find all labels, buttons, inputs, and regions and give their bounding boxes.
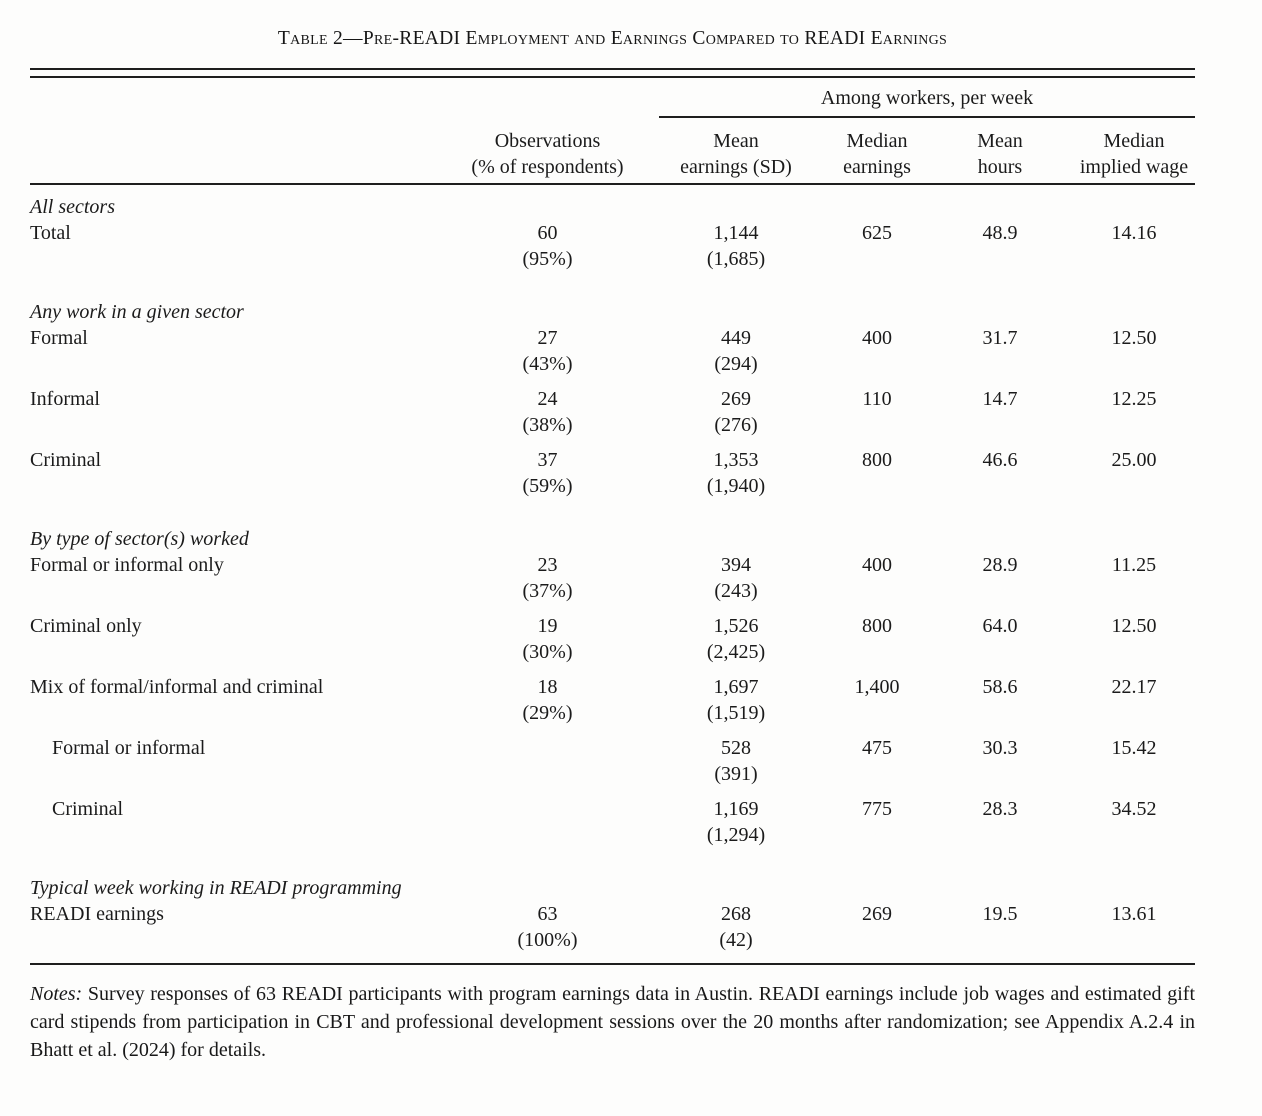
- sd-value: (1,294): [706, 824, 766, 846]
- section-header: By type of sector(s) worked: [30, 528, 249, 550]
- row-label: Criminal: [52, 798, 124, 820]
- obs-pct-value: (95%): [522, 248, 573, 270]
- sd-value: (243): [714, 580, 758, 602]
- obs-pct-value: (43%): [522, 353, 573, 375]
- table-row: [30, 220, 1195, 272]
- column-header-observations: [450, 128, 645, 180]
- sd-value: (294): [714, 353, 758, 375]
- row-label: Formal or informal: [52, 737, 206, 759]
- mean-hours-value: 28.9: [982, 554, 1018, 576]
- row-line-main: [30, 674, 1195, 700]
- column-header-mean-hours: [927, 128, 1073, 180]
- mean-hours-value: 31.7: [982, 327, 1018, 349]
- mean-earnings-value: 1,353: [713, 449, 759, 471]
- median-implied-wage-value: 22.17: [1111, 676, 1157, 698]
- median-implied-wage-value: 14.16: [1111, 222, 1157, 244]
- empty-cell: [1073, 351, 1195, 377]
- notes-label: Notes:: [30, 983, 83, 1005]
- obs-value: 23: [537, 554, 558, 576]
- mean-hours-value: 30.3: [982, 737, 1018, 759]
- median-earnings-value: 475: [862, 737, 892, 759]
- header-bottom-rule: [30, 183, 1195, 185]
- column-header-line: Observations: [494, 130, 601, 152]
- median-implied-wage-value: 15.42: [1111, 737, 1157, 759]
- row-line-main: [30, 447, 1195, 473]
- section-header: Any work in a given sector: [30, 301, 244, 323]
- median-earnings-value: 400: [862, 327, 892, 349]
- top-double-rule: [30, 68, 1195, 78]
- median-earnings-value: 775: [862, 798, 892, 820]
- row-label-continuation: [30, 639, 450, 665]
- obs-pct-value: [450, 761, 645, 787]
- median-implied-wage-value: 12.25: [1111, 388, 1157, 410]
- column-header-line: Mean: [713, 130, 759, 152]
- row-line-paren: [30, 822, 1195, 848]
- table-sheet: [30, 26, 1195, 1064]
- among-workers-spanner: [645, 85, 1195, 118]
- sd-value: (276): [714, 414, 758, 436]
- table-section: [30, 299, 1195, 499]
- column-header-line: earnings: [843, 156, 911, 178]
- empty-cell: [827, 639, 927, 665]
- spanner-empty-cell: [30, 85, 450, 118]
- empty-cell: [827, 927, 927, 953]
- median-earnings-value: 1,400: [854, 676, 900, 698]
- column-header-line: (% of respondents): [471, 156, 624, 178]
- empty-cell: [927, 246, 1073, 272]
- row-line-paren: [30, 761, 1195, 787]
- row-line-paren: [30, 412, 1195, 438]
- sd-value: (42): [719, 929, 753, 951]
- row-label-continuation: [30, 761, 450, 787]
- table-row: [30, 325, 1195, 377]
- row-label-header-cell: [30, 128, 450, 180]
- median-implied-wage-value: 12.50: [1111, 327, 1157, 349]
- median-implied-wage-value: 25.00: [1111, 449, 1157, 471]
- empty-cell: [827, 822, 927, 848]
- among-workers-rule: [659, 116, 1195, 118]
- notes-text: Survey responses of 63 READI participants with program earnings data in Austin. READI earnings include job wages and estimated gift card stipends from participation in CBT and professional development sessions over the 20 months after randomization; see Appendix A.2.4 in Bhatt et al. (2024) for details.: [30, 983, 1195, 1061]
- row-label-continuation: [30, 473, 450, 499]
- empty-cell: [927, 700, 1073, 726]
- empty-cell: [1073, 761, 1195, 787]
- row-line-paren: [30, 927, 1195, 953]
- table-row: [30, 552, 1195, 604]
- mean-hours-value: 14.7: [982, 388, 1018, 410]
- empty-cell: [827, 761, 927, 787]
- sd-value: (1,685): [706, 248, 766, 270]
- empty-cell: [927, 822, 1073, 848]
- mean-earnings-value: 528: [721, 737, 751, 759]
- table-row: [30, 447, 1195, 499]
- row-line-main: [30, 220, 1195, 246]
- empty-cell: [1073, 700, 1195, 726]
- row-label-continuation: [30, 412, 450, 438]
- row-line-paren: [30, 700, 1195, 726]
- obs-pct-value: (38%): [522, 414, 573, 436]
- sd-value: (2,425): [706, 641, 766, 663]
- empty-cell: [1073, 927, 1195, 953]
- table-section: [30, 194, 1195, 272]
- empty-cell: [927, 412, 1073, 438]
- row-label: Criminal only: [30, 615, 142, 637]
- obs-value: 27: [537, 327, 558, 349]
- spanner-empty-cell: [450, 85, 645, 118]
- median-earnings-value: 625: [862, 222, 892, 244]
- mean-earnings-value: 268: [721, 903, 751, 925]
- row-label-continuation: [30, 927, 450, 953]
- empty-cell: [927, 761, 1073, 787]
- column-header-line: earnings (SD): [680, 156, 792, 178]
- row-label: Informal: [30, 388, 100, 410]
- table-row: [30, 386, 1195, 438]
- spanner-header-row: [30, 85, 1195, 118]
- empty-cell: [1073, 822, 1195, 848]
- empty-cell: [827, 473, 927, 499]
- row-label: READI earnings: [30, 903, 164, 925]
- obs-pct-value: (37%): [522, 580, 573, 602]
- table-row: [30, 613, 1195, 665]
- row-line-main: [30, 613, 1195, 639]
- mean-hours-value: 48.9: [982, 222, 1018, 244]
- mean-earnings-value: 1,697: [713, 676, 759, 698]
- row-label-continuation: [30, 578, 450, 604]
- column-header-line: implied wage: [1079, 156, 1189, 178]
- obs-value: 63: [537, 903, 558, 925]
- table-row: [30, 674, 1195, 726]
- obs-value: 60: [537, 222, 558, 244]
- obs-pct-value: (30%): [522, 641, 573, 663]
- row-label-continuation: [30, 822, 450, 848]
- sd-value: (1,519): [706, 702, 766, 724]
- column-header-line: Median: [846, 130, 908, 152]
- obs-value: 24: [537, 388, 558, 410]
- obs-pct-value: (29%): [522, 702, 573, 724]
- row-line-paren: [30, 473, 1195, 499]
- table-row: [30, 796, 1195, 848]
- median-implied-wage-value: 11.25: [1111, 554, 1157, 576]
- mean-hours-value: 28.3: [982, 798, 1018, 820]
- section-header: All sectors: [30, 196, 115, 218]
- empty-cell: [927, 578, 1073, 604]
- row-line-main: [30, 386, 1195, 412]
- row-line-main: [30, 325, 1195, 351]
- table-section: [30, 875, 1195, 953]
- table-title: Table 2—Pre-READI Employment and Earnings Compared to READI Earnings: [277, 28, 948, 49]
- table-body: [30, 194, 1195, 953]
- empty-cell: [1073, 473, 1195, 499]
- obs-pct-value: [450, 822, 645, 848]
- column-header-median-implied-wage: [1073, 128, 1195, 180]
- median-implied-wage-value: 12.50: [1111, 615, 1157, 637]
- column-header-line: Mean: [977, 130, 1023, 152]
- row-label: Criminal: [30, 449, 102, 471]
- median-implied-wage-value: 13.61: [1111, 903, 1157, 925]
- row-label-continuation: [30, 351, 450, 377]
- obs-value: 19: [537, 615, 558, 637]
- row-label-continuation: [30, 246, 450, 272]
- column-header-mean-earnings: [645, 128, 827, 180]
- median-earnings-value: 269: [862, 903, 892, 925]
- row-line-main: [30, 901, 1195, 927]
- mean-earnings-value: 1,144: [713, 222, 759, 244]
- median-earnings-value: 800: [862, 449, 892, 471]
- sd-value: (391): [714, 763, 758, 785]
- obs-value: [450, 735, 645, 761]
- row-line-paren: [30, 639, 1195, 665]
- empty-cell: [827, 700, 927, 726]
- empty-cell: [927, 639, 1073, 665]
- mean-earnings-value: 449: [721, 327, 751, 349]
- empty-cell: [927, 351, 1073, 377]
- mean-earnings-value: 1,526: [713, 615, 759, 637]
- row-line-paren: [30, 246, 1195, 272]
- empty-cell: [827, 351, 927, 377]
- table-bottom-rule: [30, 963, 1195, 965]
- median-earnings-value: 400: [862, 554, 892, 576]
- obs-pct-value: (59%): [522, 475, 573, 497]
- median-earnings-value: 800: [862, 615, 892, 637]
- median-implied-wage-value: 34.52: [1111, 798, 1157, 820]
- row-label: Formal or informal only: [30, 554, 224, 576]
- row-label: Total: [30, 222, 71, 244]
- table-row: [30, 901, 1195, 953]
- empty-cell: [827, 246, 927, 272]
- empty-cell: [1073, 578, 1195, 604]
- column-header-line: hours: [977, 156, 1023, 178]
- row-line-paren: [30, 578, 1195, 604]
- mean-earnings-value: 394: [721, 554, 751, 576]
- obs-pct-value: (100%): [517, 929, 578, 951]
- row-label: Formal: [30, 327, 88, 349]
- sd-value: (1,940): [706, 475, 766, 497]
- empty-cell: [1073, 639, 1195, 665]
- section-header: Typical week working in READI programming: [30, 877, 402, 899]
- column-header-median-earnings: [827, 128, 927, 180]
- mean-earnings-value: 269: [721, 388, 751, 410]
- row-line-main: [30, 552, 1195, 578]
- column-header-row: [30, 128, 1195, 180]
- table-notes: [30, 980, 1195, 1064]
- column-header-line: Median: [1103, 130, 1165, 152]
- row-line-main: [30, 796, 1195, 822]
- among-workers-label: Among workers, per week: [820, 87, 1034, 109]
- empty-cell: [1073, 246, 1195, 272]
- table-row: [30, 735, 1195, 787]
- row-label-continuation: [30, 700, 450, 726]
- empty-cell: [827, 578, 927, 604]
- row-line-paren: [30, 351, 1195, 377]
- empty-cell: [927, 927, 1073, 953]
- obs-value: 18: [537, 676, 558, 698]
- empty-cell: [827, 412, 927, 438]
- mean-earnings-value: 1,169: [713, 798, 759, 820]
- row-label: Mix of formal/informal and criminal: [30, 676, 324, 698]
- median-earnings-value: 110: [862, 388, 892, 410]
- obs-value: 37: [537, 449, 558, 471]
- mean-hours-value: 64.0: [982, 615, 1018, 637]
- obs-value: [450, 796, 645, 822]
- mean-hours-value: 58.6: [982, 676, 1018, 698]
- table-section: [30, 526, 1195, 848]
- row-line-main: [30, 735, 1195, 761]
- empty-cell: [1073, 412, 1195, 438]
- mean-hours-value: 46.6: [982, 449, 1018, 471]
- mean-hours-value: 19.5: [982, 903, 1018, 925]
- empty-cell: [927, 473, 1073, 499]
